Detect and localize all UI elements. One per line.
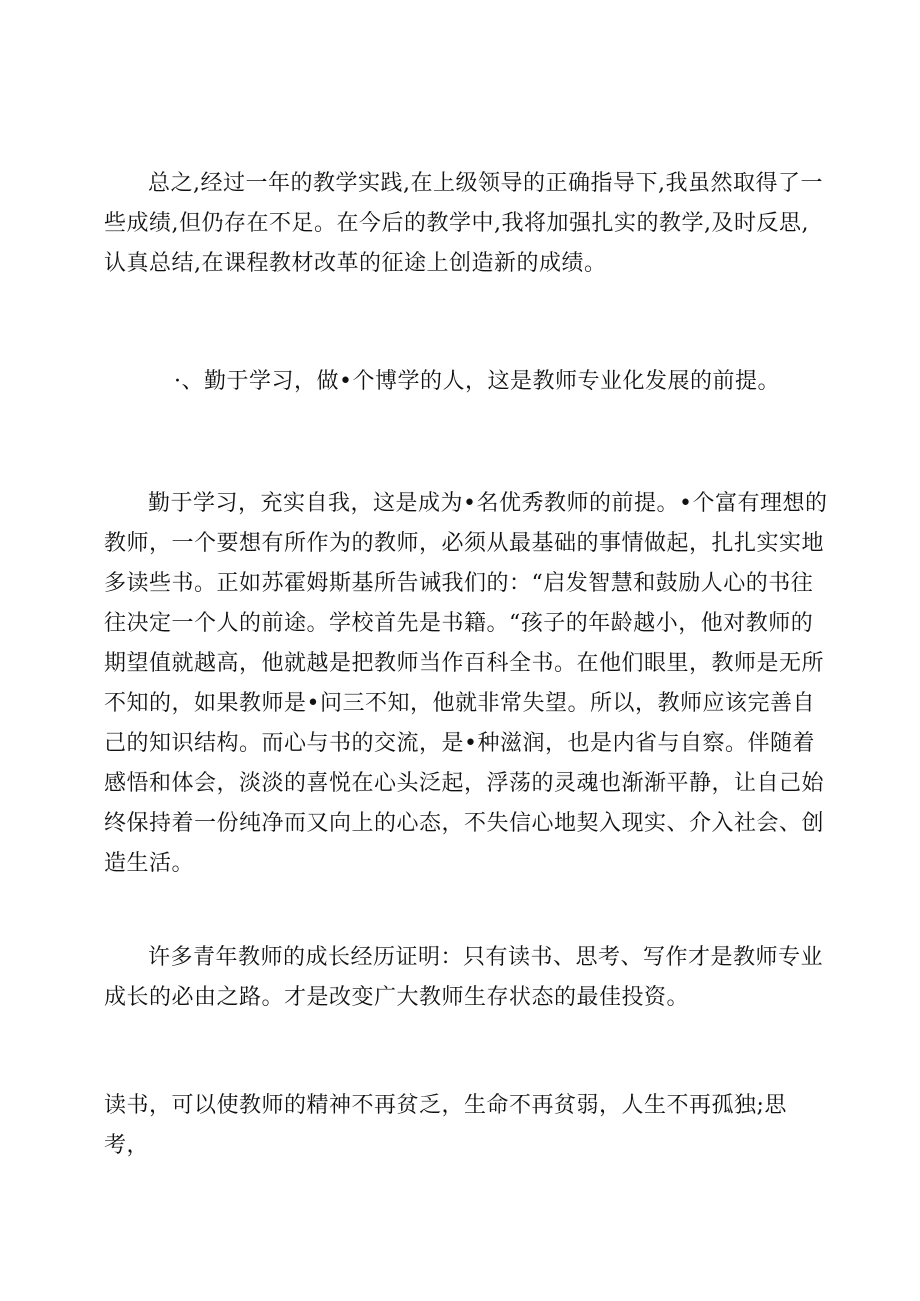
paragraph-growth: 许多青年教师的成长经历证明：只有读书、思考、写作才是教师专业成长的必由之路。才是改变广大教师生存状态的最佳投资。	[104, 945, 824, 1010]
paragraph-summary: 总之,经过一年的教学实践,在上级领导的正确指导下,我虽然取得了一些成绩,但仍存在不足。在今后的教学中,我将加强扎实的教学,及时反思,认真总结,在课程教材改革的征途上创造新的成绩。	[104, 171, 823, 276]
section-heading: ·、勤于学习，做•个博学的人，这是教师专业化发展的前提。	[174, 369, 780, 394]
paragraph-reading: 读书，可以使教师的精神不再贫乏，生命不再贫弱，人生不再孤独;思考，	[104, 1093, 787, 1158]
paragraph-learning: 勤于学习，充实自我，这是成为•名优秀教师的前提。•个富有理想的教师，一个要想有所作为的教师，必须从最基础的事情做起，扎扎实实地多读些书。正如苏霍姆斯基所告诫我们的：“启发智慧和鼓励人心的书往往决定一个人的前途。学校首先是书籍。“孩子的年龄越小，他对教师的期望值就越高，他就越是把教师当作百科全书。在他们眼里，教师是无所不知的，如果教师是•问三不知，他就非常失望。所以，教师应该完善自己的知识结构。而心与书的交流，是•种滋润，也是内省与自察。伴随着感悟和体会，淡淡的喜悦在心头泛起，浮荡的灵魂也渐渐平静，让自己始终保持着一份纯净而又向上的心态，不失信心地契入现实、介入社会、创造生活。	[104, 491, 828, 876]
